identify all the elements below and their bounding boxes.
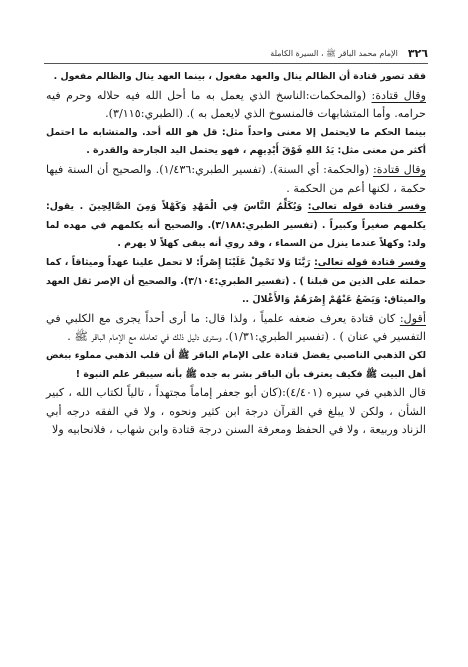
paragraph-lead: أقول: bbox=[399, 311, 426, 325]
header-divider bbox=[44, 63, 428, 64]
page-number: ٣٢٦ bbox=[407, 47, 428, 60]
paragraph-text: كان قتادة يعرف ضعفه علمياً ، ولذا قال: ما أرى أحداً يجرى مع الكلبي في التفسير في عنان ) . (تفسير الطبري:١/٣١). وسترى دليل ذلك في تعامله مع الإمام الباقر ﷺ . bbox=[46, 311, 426, 344]
page-header bbox=[44, 40, 428, 60]
page-body bbox=[46, 68, 426, 440]
paragraph-lead: وفسر قتادة قوله تعالى: bbox=[307, 201, 426, 213]
paragraph bbox=[46, 87, 426, 124]
paragraph bbox=[46, 254, 426, 310]
paragraph-text: قال الذهبي في سيره (٤/٤٠١):(كان أبو جعفر إماماً مجتهداً ، تالياً لكتاب الله ، كبير الشأن ، ولكن لا يبلغ في القرآن درجة ابن كثير ونحوه ، ولا في الفقه درجه أبي الزناد وربيعة ، ولا في الحفظ ومعرفة السنن درجة قتادة وابن شهاب ، فلانحابيه ولا bbox=[46, 386, 426, 437]
paragraph bbox=[46, 161, 426, 198]
paragraph bbox=[46, 198, 426, 254]
paragraph bbox=[46, 347, 426, 384]
paragraph-lead: وقال قتادة: bbox=[371, 88, 427, 102]
paragraph bbox=[46, 384, 426, 440]
paragraph-text: فقد تصور قتادة أن الظالم ينال والعهد مفعول ، بينما العهد ينال والظالم مفعول . bbox=[53, 71, 426, 82]
running-title: الإمام محمد الباقر ﷺ ، السيرة الكاملة bbox=[270, 49, 398, 58]
paragraph-lead: وفسر قتادة قوله تعالى: bbox=[314, 256, 426, 268]
paragraph-lead: وقال قتادة: bbox=[373, 162, 426, 176]
paragraph-text: رَبَّنَا وَلا تَحْمِلْ عَلَيْنَا إِصْراً: لا تحمل علينا عهداً وميثاقاً ، كما حملته على الذين من قبلنا ) . (تفسير الطبري:٣/١٠٤). والصحيح أن الإصر ثقل العهد والميثاق: وَيَضَعُ عَنْهُمْ إِصْرَهُمْ وَالأَغْلالَ .. bbox=[46, 256, 426, 306]
paragraph-text: بينما الحكم ما لايحتمل إلا معنى واحداً مثل: قل هو الله أحد. والمتشابه ما احتمل أكثر من معنى مثل: يَدُ اللهِ فَوْقَ أَيْدِيهِم ، فهو يحتمل اليد الجارحة والقدرة . bbox=[46, 126, 426, 157]
paragraph bbox=[46, 310, 426, 347]
paragraph-text: لكن الذهبي الناصبي يفضل قتادة على الإمام الباقر ﷺ أن قلب الذهبي مملوء ببغض أهل البيت ﷺ فكيف يعترف بأن الباقر بشر به جده ﷺ بأنه سيبقر علم النبوة ! bbox=[46, 349, 426, 380]
paragraph-text: (والحكمة: أي السنة). (تفسير الطبري:١/٤٣٦). والصحيح أن السنة فيها حكمة ، لكنها أعم من الحكمة . bbox=[46, 162, 426, 195]
paragraph-text: وَيُكَلِّمُ النَّاسَ فِي الْمَهْدِ وَكَهْلاً وَمِنَ الصَّالِحِينَ . يقول: يكلمهم صغيراً وكبيراً . (تفسير الطبري:٣/١٨٨). والصحيح أنه يكلمهم في مهده لما ولد: وكهلاً عندما ينزل من السماء ، وقد روي أنه يبقى كهلاً لا يهرم . bbox=[46, 201, 426, 250]
paragraph bbox=[46, 124, 426, 161]
paragraph-text: (والمحكمات:الناسخ الذي يعمل به ما أحل الله فيه حلاله وحرم فيه حرامه. وأما المتشابهات فالمنسوخ الذي لايعمل به ). (الطبري:٣/١١٥). bbox=[46, 88, 426, 121]
paragraph bbox=[46, 68, 426, 87]
